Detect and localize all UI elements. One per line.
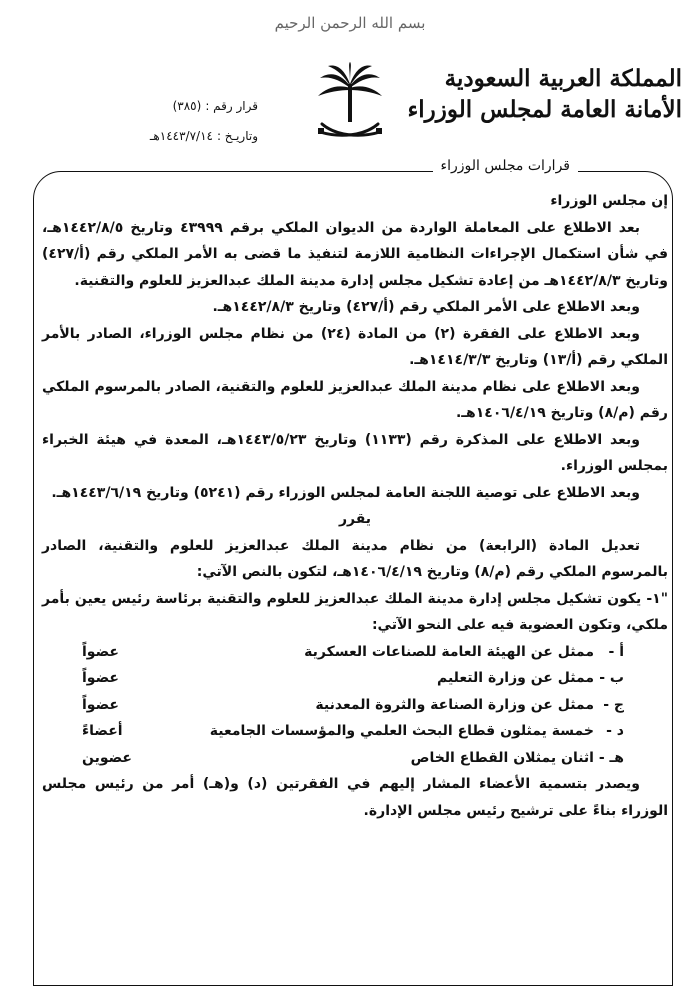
member-marker: د - bbox=[606, 723, 624, 739]
member-text: ممثل عن الهيئة العامة للصناعات العسكرية bbox=[304, 643, 594, 660]
member-role: عضواً bbox=[82, 696, 119, 713]
member-role: عضواً bbox=[82, 670, 119, 686]
palm-swords-emblem-icon bbox=[314, 62, 386, 146]
preamble-paragraph: وبعد الاطلاع على الأمر الملكي رقم (أ/٤٢٧) وتاريخ ١٤٤٢/٨/٣هـ. bbox=[212, 299, 640, 315]
preamble-paragraph: وبعد الاطلاع على الفقرة (٢) من المادة (٢٤) من نظام مجلس الوزراء، الصادر بالأمر الملكي رقم (أ/١٣) وتاريخ ١٤١٤/٣/٣هـ. bbox=[42, 325, 668, 368]
member-marker: هـ - bbox=[598, 749, 624, 766]
org-line-secretariat: الأمانة العامة لمجلس الوزراء bbox=[407, 96, 682, 123]
member-text: خمسة يمثلون قطاع البحث العلمي والمؤسسات الجامعية bbox=[209, 723, 594, 739]
list-item bbox=[42, 745, 668, 772]
list-item bbox=[42, 665, 668, 692]
amendment-paragraph: تعديل المادة (الرابعة) من نظام مدينة الملك عبدالعزيز للعلوم والتقنية، الصادر بالمرسوم الملكي رقم (م/٨) وتاريخ ١٤٠٦/٤/١٩هـ، لتكون بالنص الآتي: bbox=[42, 537, 668, 580]
list-item bbox=[42, 718, 668, 745]
list-item bbox=[42, 692, 668, 719]
decision-date-label: وتاريـخ : bbox=[216, 129, 258, 143]
clause-paragraph: "١- يكون تشكيل مجلس إدارة مدينة الملك عبدالعزيز للعلوم والتقنية برئاسة رئيس يعين بأمر ملكي، وتكون العضوية فيه على النحو الآتي: bbox=[42, 590, 668, 633]
issuing-authority bbox=[407, 64, 682, 126]
preamble-paragraph: وبعد الاطلاع على نظام مدينة الملك عبدالعزيز للعلوم والتقنية، الصادر بالمرسوم الملكي رقم (م/٨) وتاريخ ١٤٠٦/٤/١٩هـ. bbox=[42, 378, 668, 421]
member-role: عضوين bbox=[82, 749, 132, 766]
decree-body bbox=[42, 188, 668, 824]
org-line-kingdom: المملكة العربية السعودية bbox=[444, 65, 682, 92]
member-marker: أ - bbox=[608, 643, 624, 660]
member-role: عضواً bbox=[82, 643, 119, 660]
member-text: ممثل عن وزارة الصناعة والثروة المعدنية bbox=[315, 696, 594, 713]
decision-date: ١٤٤٣/٧/١٤هـ bbox=[149, 129, 213, 143]
preamble-paragraph: وبعد الاطلاع على توصية اللجنة العامة لمجلس الوزراء رقم (٥٢٤١) وتاريخ ١٤٤٣/٦/١٩هـ. bbox=[51, 484, 640, 501]
basmala: بسم الله الرحمن الرحيم bbox=[274, 14, 426, 32]
decides-heading: يقرر bbox=[338, 511, 372, 527]
member-text: اثنان يمثلان القطاع الخاص bbox=[410, 749, 594, 766]
opening-line: إن مجلس الوزراء bbox=[550, 193, 668, 209]
member-role: أعضاءً bbox=[82, 723, 123, 739]
section-title: قرارات مجلس الوزراء bbox=[433, 158, 578, 174]
decision-reference bbox=[108, 91, 258, 151]
member-marker: ج - bbox=[603, 696, 624, 713]
preamble-paragraph: وبعد الاطلاع على المذكرة رقم (١١٣٣) وتاريخ ١٤٤٣/٥/٢٣هـ، المعدة في هيئة الخبراء بمجلس الوزراء. bbox=[42, 431, 668, 474]
decision-number: (٣٨٥) bbox=[172, 99, 202, 113]
members-list bbox=[42, 639, 668, 772]
decision-number-label: قرار رقم : bbox=[205, 99, 258, 113]
list-item bbox=[42, 639, 668, 666]
member-text: ممثل عن وزارة التعليم bbox=[436, 670, 594, 686]
closing-paragraph: ويصدر بتسمية الأعضاء المشار إليهم في الفقرتين (د) و(هـ) أمر من رئيس مجلس الوزراء بناءً على ترشيح رئيس مجلس الإدارة. bbox=[42, 776, 668, 819]
preamble-paragraph: بعد الاطلاع على المعاملة الواردة من الديوان الملكي برقم ٤٣٩٩٩ وتاريخ ١٤٤٢/٨/٥هـ، في شأن استكمال الإجراءات النظامية اللازمة لتنفيذ ما قضى به الأمر الملكي رقم (أ/٤٢٧) وتاريخ ١٤٤٢/٨/٣هـ من إعادة تشكيل مجلس إدارة مدينة الملك عبدالعزيز للعلوم والتقنية. bbox=[42, 219, 668, 289]
member-marker: ب - bbox=[599, 670, 624, 686]
